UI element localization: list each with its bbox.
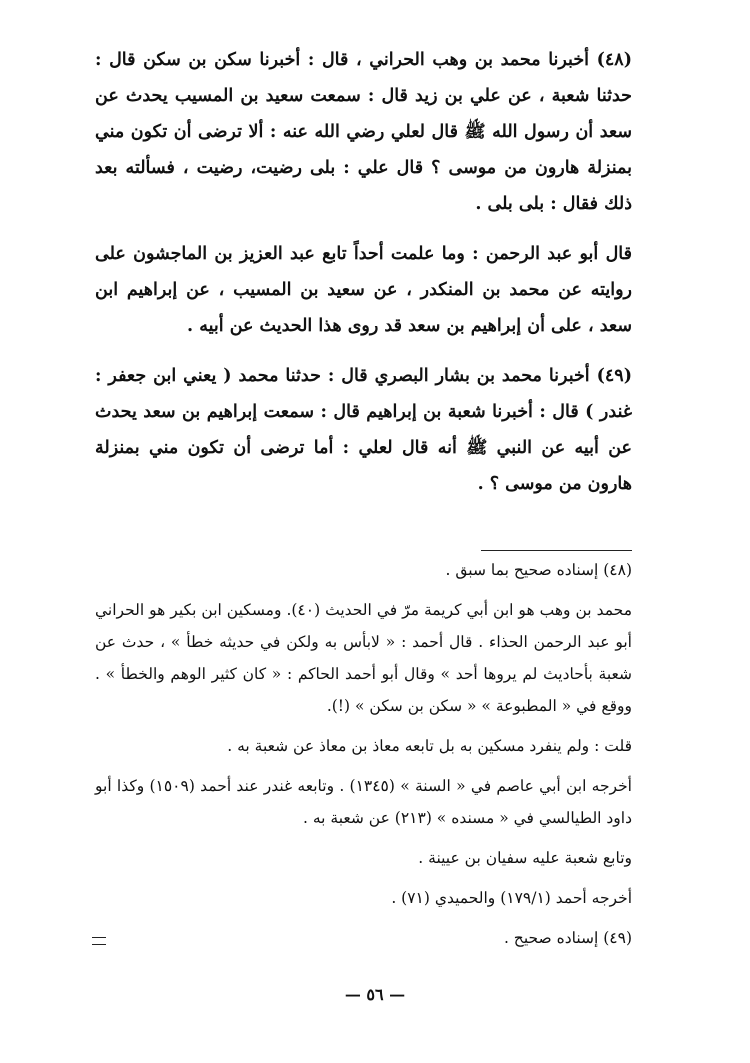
main-text bbox=[95, 42, 632, 502]
footnote-ahmad: أخرجه أحمد (١٧٩/١) والحميدي (٧١) . bbox=[391, 889, 632, 907]
hadith-48-paragraph: (٤٨) أخبرنا محمد بن وهب الحراني ، قال : أخبرنا سكن بن سكن قال : حدثنا شعبة ، عن علي بن زيد قال : سمعت سعيد بن المسيب يحدث عن سعد أن رسول الله ﷺ قال لعلي رضي الله عنه : ألا ترضى أن تكون مني بمنزلة هارون من موسى ؟ قال علي : بلى رضيت، رضيت ، فسألته بعد ذلك فقال : بلى بلى . bbox=[95, 50, 632, 214]
hadith-49-paragraph: (٤٩) أخبرنا محمد بن بشار البصري قال : حدثنا محمد ( يعني ابن جعفر : غندر ) قال : أخبرنا شعبة بن إبراهيم قال : سمعت إبراهيم بن سعد يحدث عن أبيه عن النبي ﷺ أنه قال لعلي : أما ترضى أن تكون مني بمنزلة هارون من موسى ؟ . bbox=[95, 366, 632, 494]
footnote-narrators: محمد بن وهب هو ابن أبي كريمة مرّ في الحديث (٤٠). ومسكين ابن بكير هو الحراني أبو عبد الرحمن الحذاء . قال أحمد : « لابأس به ولكن في حديثه خطأ » ، حدث عن شعبة بأحاديث لم يروها أحد » وقال أبو أحمد الحاكم : « كان كثير الوهم والخطأ » . ووقع في « المطبوعة » « سكن بن سكن » (!). bbox=[95, 601, 632, 715]
footnote-sufyan: وتابع شعبة عليه سفيان بن عيينة . bbox=[418, 849, 632, 867]
footnotes bbox=[95, 554, 632, 954]
footnote-49-grade: (٤٩) إسناده صحيح . bbox=[503, 929, 632, 947]
page-number: — ٥٦ — bbox=[344, 985, 406, 1004]
footnote-sources: أخرجه ابن أبي عاصم في « السنة » (١٣٤٥) . وتابعه غندر عند أحمد (١٥٠٩) وكذا أبو داود الطيالسي في « مسنده » (٢١٣) عن شعبة به . bbox=[95, 777, 632, 827]
footnote-divider bbox=[481, 550, 632, 551]
author-comment-paragraph: قال أبو عبد الرحمن : وما علمت أحداً تابع عبد العزيز بن الماجشون على روايته عن محمد بن المنكدر ، عن سعيد بن المسيب ، عن إبراهيم ابن سعد ، على أن إبراهيم بن سعد قد روى هذا الحديث عن أبيه . bbox=[95, 244, 632, 336]
footnote-48-grade: (٤٨) إسناده صحيح بما سبق . bbox=[445, 561, 632, 579]
margin-mark bbox=[92, 937, 106, 945]
footnote-corroboration: قلت : ولم ينفرد مسكين به بل تابعه معاذ بن معاذ عن شعبة به . bbox=[227, 737, 632, 755]
book-page bbox=[95, 42, 632, 1063]
